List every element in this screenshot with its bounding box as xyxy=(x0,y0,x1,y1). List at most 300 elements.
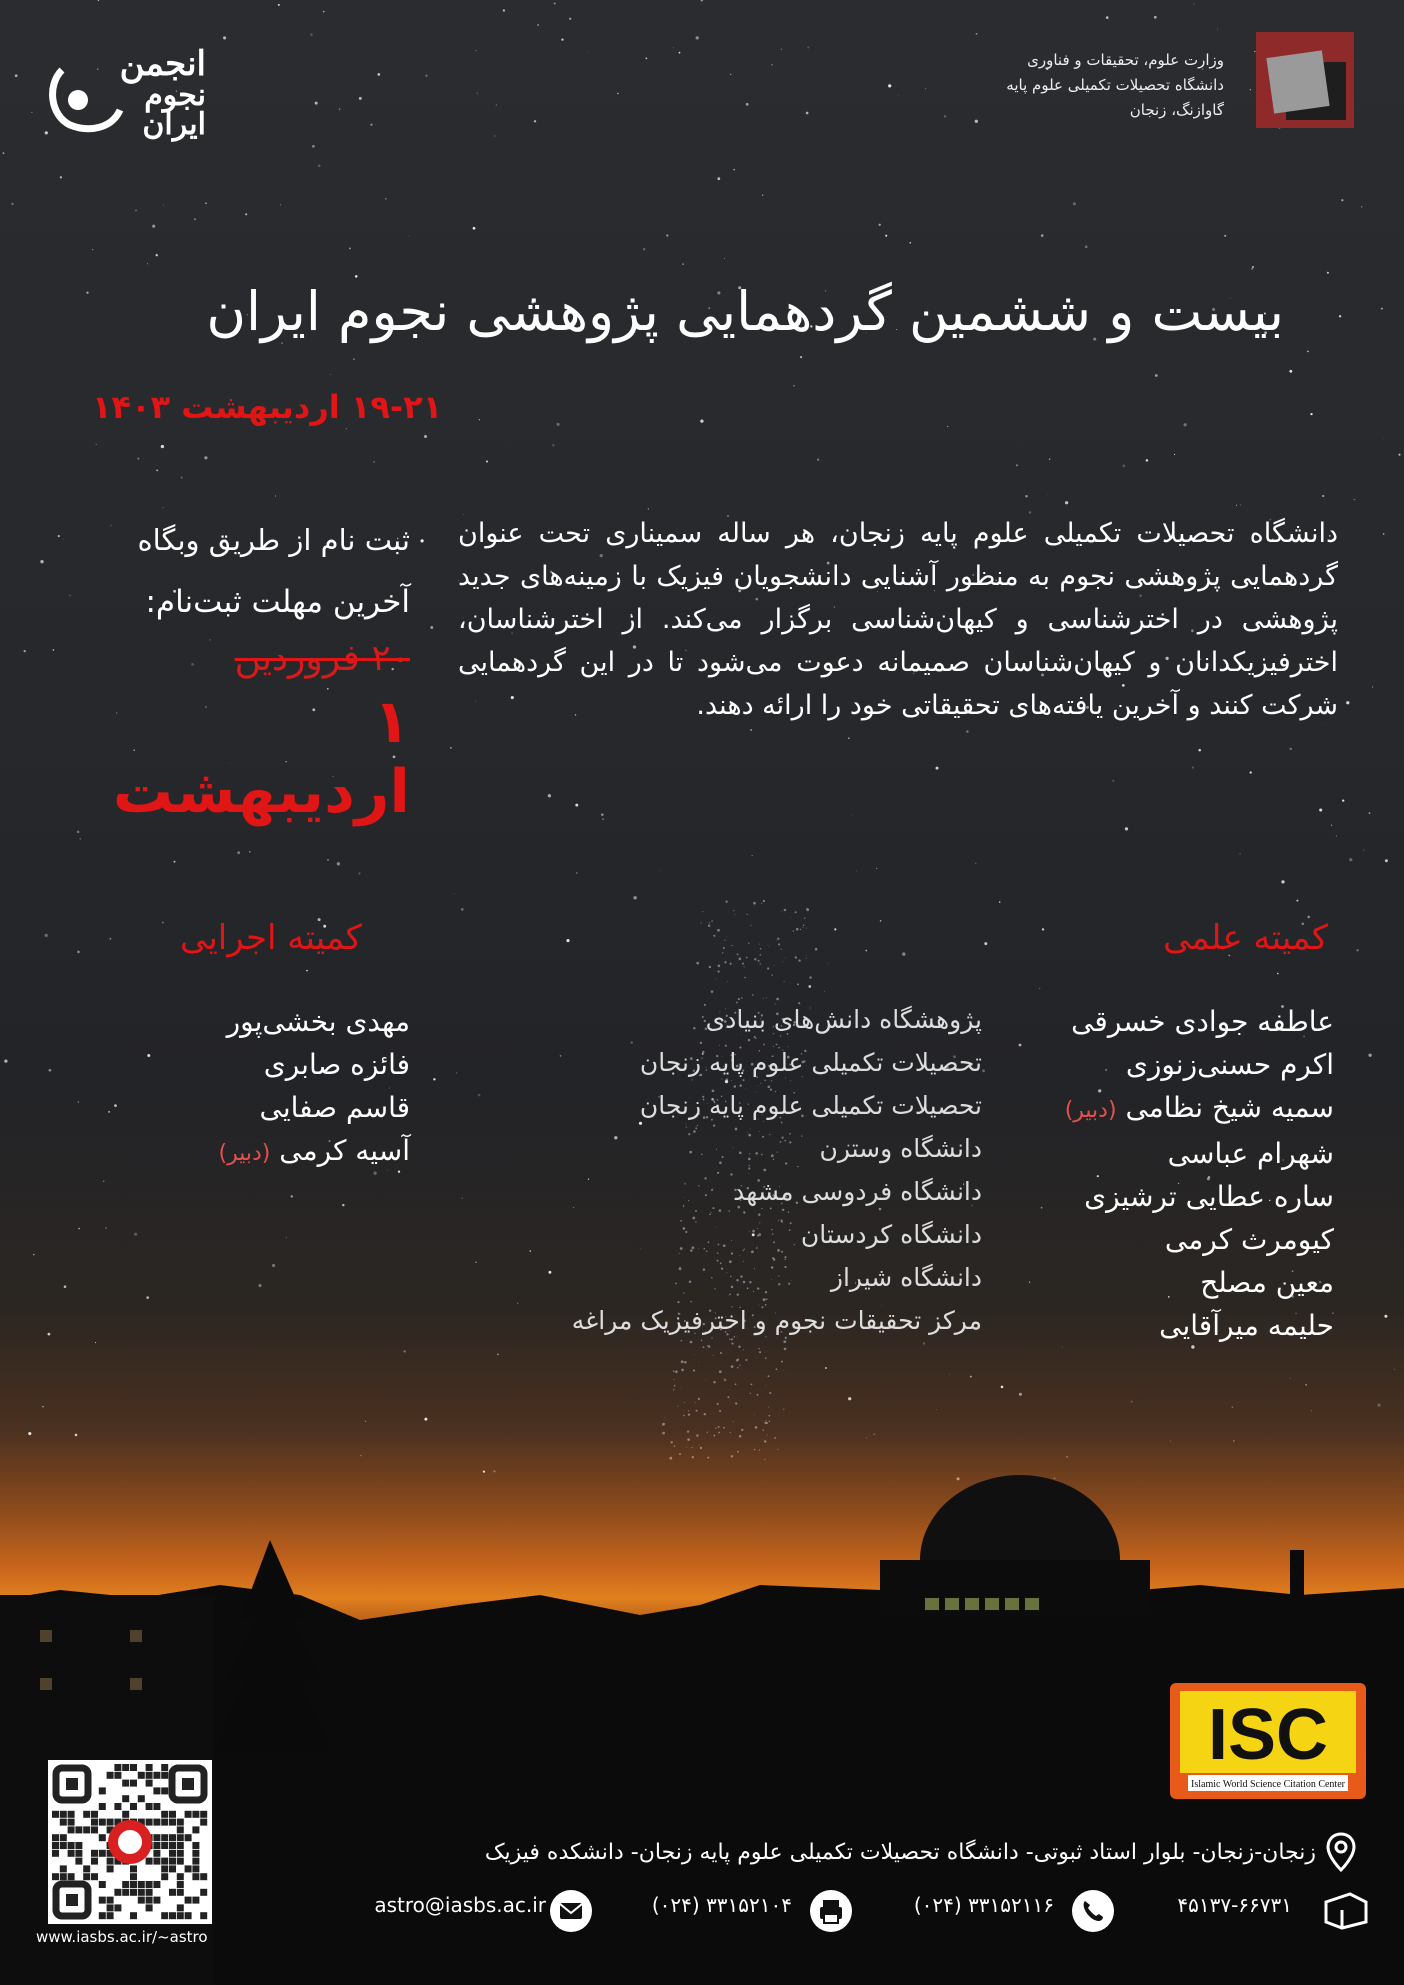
star xyxy=(648,508,649,509)
star xyxy=(134,1233,137,1236)
milky-way-star xyxy=(715,979,716,980)
milky-way-star xyxy=(731,1365,734,1368)
milky-way-star xyxy=(754,958,756,960)
qr-module xyxy=(169,1912,176,1919)
star xyxy=(865,950,867,952)
star xyxy=(537,24,539,26)
qr-module xyxy=(192,1811,199,1818)
star xyxy=(1193,3,1194,4)
milky-way-star xyxy=(703,1346,705,1348)
qr-module xyxy=(107,1819,114,1826)
star xyxy=(1125,827,1128,830)
qr-module xyxy=(122,1881,129,1888)
milky-way-star xyxy=(739,1364,740,1365)
old-deadline: ۲۰ فروردین xyxy=(234,638,410,679)
milky-way-star xyxy=(746,957,748,959)
milky-way-star xyxy=(737,953,739,955)
star xyxy=(746,103,749,106)
star xyxy=(96,444,97,445)
star xyxy=(1354,499,1355,500)
star xyxy=(162,922,164,924)
qr-module xyxy=(122,1889,129,1896)
qr-module xyxy=(185,1897,192,1904)
star xyxy=(1184,423,1187,426)
star xyxy=(40,560,43,563)
star xyxy=(63,539,64,540)
milky-way-star xyxy=(738,1345,740,1347)
milky-way-star xyxy=(784,1370,785,1371)
qr-module xyxy=(153,1834,160,1841)
qr-module xyxy=(177,1881,184,1888)
qr-module xyxy=(192,1858,199,1865)
svg-text:انجمن: انجمن xyxy=(119,44,206,84)
qr-module xyxy=(60,1873,67,1880)
milky-way-star xyxy=(768,1415,770,1417)
qr-module xyxy=(130,1865,137,1872)
star xyxy=(110,938,112,940)
milky-way-star xyxy=(735,1383,737,1385)
qr-module xyxy=(169,1850,176,1857)
star xyxy=(1339,315,1341,317)
isc-subtitle: Islamic World Science Citation Center xyxy=(1191,1779,1345,1790)
milky-way-star xyxy=(750,1393,751,1394)
intro-paragraph: دانشگاه تحصیلات تکمیلی علوم پایه زنجان، هر ساله سمیناری تحت عنوان گردهمایی پژوهشی نجوم به منظور آشنایی دانشجویان فیزیک با زمینه‌های جدید پژوهشی در اخترشناسی و کیهان‌شناسی برگزار می‌کند. از اخترشناسان، اخترفیزیکدانان و کیهان‌شناسان صمیمانه دعوت می‌شود تا در این گردهمایی شرکت کنند و آخرین یافته‌های تحقیقاتی خود را ارائه دهند. xyxy=(458,518,1338,721)
star xyxy=(587,52,588,53)
qr-module xyxy=(185,1811,192,1818)
star xyxy=(486,460,488,462)
milky-way-star xyxy=(711,920,713,922)
qr-module xyxy=(114,1889,121,1896)
milky-way-star xyxy=(720,1352,722,1354)
star xyxy=(982,1069,985,1072)
star xyxy=(476,50,477,51)
committee-member: کیومرث کرمی xyxy=(1164,1223,1334,1256)
star xyxy=(824,991,825,992)
star xyxy=(1296,900,1298,902)
star xyxy=(1065,501,1068,504)
star xyxy=(947,426,948,427)
star xyxy=(1384,1315,1387,1318)
qr-module xyxy=(122,1764,129,1771)
milky-way-star xyxy=(746,1359,748,1361)
milky-way-star xyxy=(713,1381,715,1383)
milky-way-star xyxy=(730,963,732,965)
milky-way-star xyxy=(733,910,734,911)
star xyxy=(1290,1378,1291,1379)
qr-module xyxy=(91,1826,98,1833)
star xyxy=(762,195,763,196)
registration-info xyxy=(70,512,410,827)
star xyxy=(1154,16,1157,19)
star xyxy=(936,767,939,770)
star xyxy=(355,275,358,278)
member-affiliation: دانشگاه وسترن xyxy=(819,1134,982,1163)
star xyxy=(771,64,773,66)
star xyxy=(3,152,5,154)
star xyxy=(923,1342,925,1344)
star xyxy=(1342,799,1344,801)
milky-way-star xyxy=(673,1389,674,1390)
star xyxy=(1232,1406,1234,1408)
milky-way-star xyxy=(674,1385,676,1387)
committee-member xyxy=(994,1086,1334,1132)
scientific-committee-affiliations xyxy=(382,998,982,1342)
member-name: آسیه کرمی xyxy=(279,1134,410,1167)
milky-way-star xyxy=(777,938,779,940)
star xyxy=(554,2,556,4)
star xyxy=(1368,1054,1371,1057)
event-title: بیست و ششمین گردهمایی پژوهشی نجوم ایران xyxy=(206,280,1284,343)
star xyxy=(385,198,386,199)
milky-way-star xyxy=(753,902,756,905)
star xyxy=(949,1374,950,1375)
star xyxy=(78,1228,80,1230)
star xyxy=(828,963,829,964)
qr-module xyxy=(185,1834,192,1841)
qr-code-icon[interactable] xyxy=(48,1760,212,1924)
milky-way-star xyxy=(725,900,727,902)
milky-way-star xyxy=(708,925,710,927)
registration-website-text: ثبت نام از طریق وبگاه xyxy=(137,523,410,557)
qr-module xyxy=(130,1912,137,1919)
qr-module xyxy=(161,1787,168,1794)
star xyxy=(733,169,735,171)
star xyxy=(1251,268,1253,270)
qr-module xyxy=(200,1889,207,1896)
star xyxy=(64,1285,67,1288)
qr-module xyxy=(99,1850,106,1857)
star xyxy=(315,102,318,105)
qr-module xyxy=(91,1819,98,1826)
star xyxy=(80,838,81,839)
milky-way-star xyxy=(784,909,786,911)
milky-way-star xyxy=(757,1394,759,1396)
qr-module xyxy=(114,1803,121,1810)
star xyxy=(1085,246,1088,249)
milky-way-star xyxy=(785,958,786,959)
star xyxy=(477,93,478,94)
star xyxy=(194,218,196,220)
phone-icon xyxy=(1072,1890,1114,1932)
star xyxy=(342,1204,344,1206)
star xyxy=(286,1237,287,1238)
qr-module xyxy=(146,1889,153,1896)
member-affiliation: تحصیلات تکمیلی علوم پایه زنجان xyxy=(639,1091,982,1120)
qr-module xyxy=(99,1819,106,1826)
star xyxy=(4,1059,7,1062)
star xyxy=(1025,495,1028,498)
star xyxy=(976,33,978,35)
member-affiliation: مرکز تحقیقات نجوم و اخترفیزیک مراغه xyxy=(571,1306,982,1335)
qr-module xyxy=(161,1811,168,1818)
milky-way-star xyxy=(758,960,760,962)
star xyxy=(1341,199,1343,201)
star xyxy=(359,97,362,100)
qr-module xyxy=(130,1881,137,1888)
star xyxy=(548,794,551,797)
qr-module xyxy=(146,1772,153,1779)
member-affiliation: دانشگاه فردوسی مشهد xyxy=(733,1177,982,1206)
qr-module xyxy=(52,1811,59,1818)
ministry-line: گاوازنگ، زنجان xyxy=(1129,101,1224,119)
qr-module xyxy=(146,1764,153,1771)
milky-way-star xyxy=(803,925,805,927)
milky-way-star xyxy=(781,949,782,950)
star xyxy=(1281,880,1284,883)
star xyxy=(783,1408,784,1409)
star xyxy=(495,136,496,137)
star xyxy=(95,1342,96,1343)
committee-member: معین مصلح xyxy=(1200,1266,1334,1299)
star xyxy=(1131,1401,1133,1403)
milky-way-star xyxy=(781,911,782,912)
milky-way-star xyxy=(760,963,761,964)
milky-way-star xyxy=(681,1360,684,1363)
milky-way-star xyxy=(684,1402,685,1403)
star xyxy=(1224,235,1226,237)
milky-way-star xyxy=(734,914,735,915)
qr-module xyxy=(99,1787,106,1794)
milky-way-star xyxy=(774,965,775,966)
qr-module xyxy=(200,1811,207,1818)
qr-module xyxy=(200,1873,207,1880)
website-url[interactable]: www.iasbs.ac.ir/~astro xyxy=(36,1928,208,1946)
milky-way-star xyxy=(739,958,742,961)
milky-way-star xyxy=(706,1349,707,1350)
qr-module xyxy=(60,1865,67,1872)
star xyxy=(461,908,464,911)
star xyxy=(848,737,850,739)
star xyxy=(163,205,164,206)
qr-module xyxy=(91,1850,98,1857)
qr-module xyxy=(153,1881,160,1888)
star xyxy=(966,730,968,732)
star xyxy=(337,862,340,865)
star xyxy=(1385,859,1388,862)
star xyxy=(1311,1410,1312,1411)
star xyxy=(223,36,226,39)
star xyxy=(156,469,158,471)
star xyxy=(275,496,276,497)
milky-way-star xyxy=(759,1351,761,1353)
qr-module xyxy=(161,1865,168,1872)
star xyxy=(473,227,476,230)
milky-way-star xyxy=(724,1379,726,1381)
qr-module xyxy=(153,1842,160,1849)
executive-committee-names xyxy=(70,1000,410,1175)
qr-module xyxy=(185,1865,192,1872)
qr-module xyxy=(91,1873,98,1880)
star xyxy=(1236,505,1237,506)
star xyxy=(358,872,360,874)
star xyxy=(312,145,315,148)
star xyxy=(808,985,811,988)
star xyxy=(633,896,636,899)
qr-module xyxy=(52,1842,59,1849)
star xyxy=(327,859,328,860)
star xyxy=(944,115,947,118)
email-address[interactable]: astro@iasbs.ac.ir xyxy=(374,1893,546,1917)
qr-module xyxy=(177,1873,184,1880)
star xyxy=(45,934,48,937)
milky-way-star xyxy=(795,911,797,913)
milky-way-star xyxy=(759,954,761,956)
star xyxy=(146,1296,149,1299)
qr-module xyxy=(91,1858,98,1865)
milky-way-star xyxy=(717,1403,719,1405)
ministry-line: دانشگاه تحصیلات تکمیلی علوم پایه xyxy=(1006,76,1224,94)
star xyxy=(659,870,660,871)
qr-module xyxy=(107,1912,114,1919)
qr-module xyxy=(75,1858,82,1865)
qr-module xyxy=(107,1772,114,1779)
star xyxy=(1192,767,1194,769)
qr-module xyxy=(107,1897,114,1904)
qr-module xyxy=(153,1819,160,1826)
qr-module xyxy=(146,1780,153,1787)
star xyxy=(1073,202,1076,205)
star xyxy=(152,225,155,228)
qr-module xyxy=(75,1850,82,1857)
star xyxy=(420,539,423,542)
member-affiliation: پژوهشگاه دانش‌های بنیادی xyxy=(705,1005,982,1034)
milky-way-star xyxy=(727,1396,729,1398)
qr-module xyxy=(169,1819,176,1826)
milky-way-star xyxy=(683,1415,685,1417)
star xyxy=(323,11,325,13)
qr-module xyxy=(177,1834,184,1841)
star xyxy=(984,942,987,945)
qr-module xyxy=(177,1850,184,1857)
committee-member: حلیمه میرآقایی xyxy=(1159,1309,1334,1342)
milky-way-star xyxy=(735,1402,737,1404)
phone-number: (۰۲۴) ۳۳۱۵۲۱۱۶ xyxy=(913,1893,1054,1917)
secretary-tag: (دبیر) xyxy=(1064,1098,1117,1123)
milky-way-star xyxy=(803,927,804,928)
qr-module xyxy=(161,1842,168,1849)
star xyxy=(925,88,926,89)
qr-module xyxy=(52,1850,59,1857)
star xyxy=(1372,687,1373,688)
qr-module xyxy=(161,1764,168,1771)
star xyxy=(77,951,80,954)
milky-way-star xyxy=(768,1407,769,1408)
qr-module xyxy=(75,1826,82,1833)
star xyxy=(902,952,905,955)
milky-way-star xyxy=(705,1379,706,1380)
milky-way-star xyxy=(771,974,772,975)
location-pin-icon xyxy=(1326,1832,1356,1872)
star xyxy=(1369,812,1371,814)
star xyxy=(204,456,207,459)
milky-way-star xyxy=(754,1414,755,1415)
qr-module xyxy=(138,1795,145,1802)
milky-way-star xyxy=(737,1367,739,1369)
star xyxy=(1146,459,1149,462)
star xyxy=(1277,973,1279,975)
committee-member: اکرم حسنی‌زنوزی xyxy=(1125,1048,1334,1081)
star xyxy=(278,4,280,6)
star xyxy=(701,0,704,1)
qr-module xyxy=(68,1850,75,1857)
star xyxy=(730,74,731,75)
qr-module xyxy=(153,1850,160,1857)
milky-way-star xyxy=(684,1361,687,1364)
milky-way-star xyxy=(693,1370,695,1372)
qr-module xyxy=(114,1764,121,1771)
qr-module xyxy=(138,1889,145,1896)
qr-module xyxy=(130,1780,137,1787)
star xyxy=(353,358,355,360)
qr-module xyxy=(107,1865,114,1872)
star xyxy=(1322,495,1324,497)
milky-way-star xyxy=(744,977,746,979)
star xyxy=(975,120,978,123)
star xyxy=(1346,701,1349,704)
star xyxy=(454,893,455,894)
star xyxy=(98,0,99,1)
star xyxy=(60,176,62,178)
star xyxy=(975,863,976,864)
qr-module xyxy=(99,1912,106,1919)
qr-module xyxy=(153,1772,160,1779)
milky-way-star xyxy=(673,1370,675,1372)
star xyxy=(557,423,560,426)
milky-way-star xyxy=(798,959,800,961)
milky-way-star xyxy=(768,1375,770,1377)
star xyxy=(1217,29,1218,30)
star xyxy=(205,202,206,203)
qr-module xyxy=(169,1865,176,1872)
star xyxy=(1122,464,1125,467)
star xyxy=(42,1406,43,1407)
milky-way-star xyxy=(678,1406,679,1407)
milky-way-star xyxy=(796,928,799,931)
qr-module xyxy=(161,1834,168,1841)
qr-module xyxy=(138,1772,145,1779)
star xyxy=(781,49,783,51)
star xyxy=(552,444,554,446)
milky-way-star xyxy=(727,981,728,982)
postal-code: ۴۵۱۳۷-۶۶۷۳۱ xyxy=(1177,1893,1292,1917)
star xyxy=(1310,413,1312,415)
star xyxy=(898,95,899,96)
milky-way-star xyxy=(700,922,701,923)
fax-number: (۰۲۴) ۳۳۱۵۲۱۰۴ xyxy=(651,1893,792,1917)
milky-way-star xyxy=(709,922,710,923)
milky-way-star xyxy=(724,961,726,963)
star xyxy=(1155,374,1158,377)
star xyxy=(806,112,809,115)
star xyxy=(53,649,55,651)
star xyxy=(346,428,347,429)
milky-way-star xyxy=(815,948,818,951)
star xyxy=(1336,835,1337,836)
qr-module xyxy=(68,1842,75,1849)
milky-way-star xyxy=(718,965,721,968)
star xyxy=(48,1333,51,1336)
star xyxy=(576,872,577,873)
star xyxy=(646,58,648,60)
star xyxy=(430,626,433,629)
milky-way-star xyxy=(778,1371,779,1372)
qr-module xyxy=(83,1826,90,1833)
qr-module xyxy=(68,1826,75,1833)
star xyxy=(318,164,321,167)
star xyxy=(161,445,164,448)
secretary-tag: (دبیر) xyxy=(218,1141,271,1166)
milky-way-star xyxy=(723,947,725,949)
